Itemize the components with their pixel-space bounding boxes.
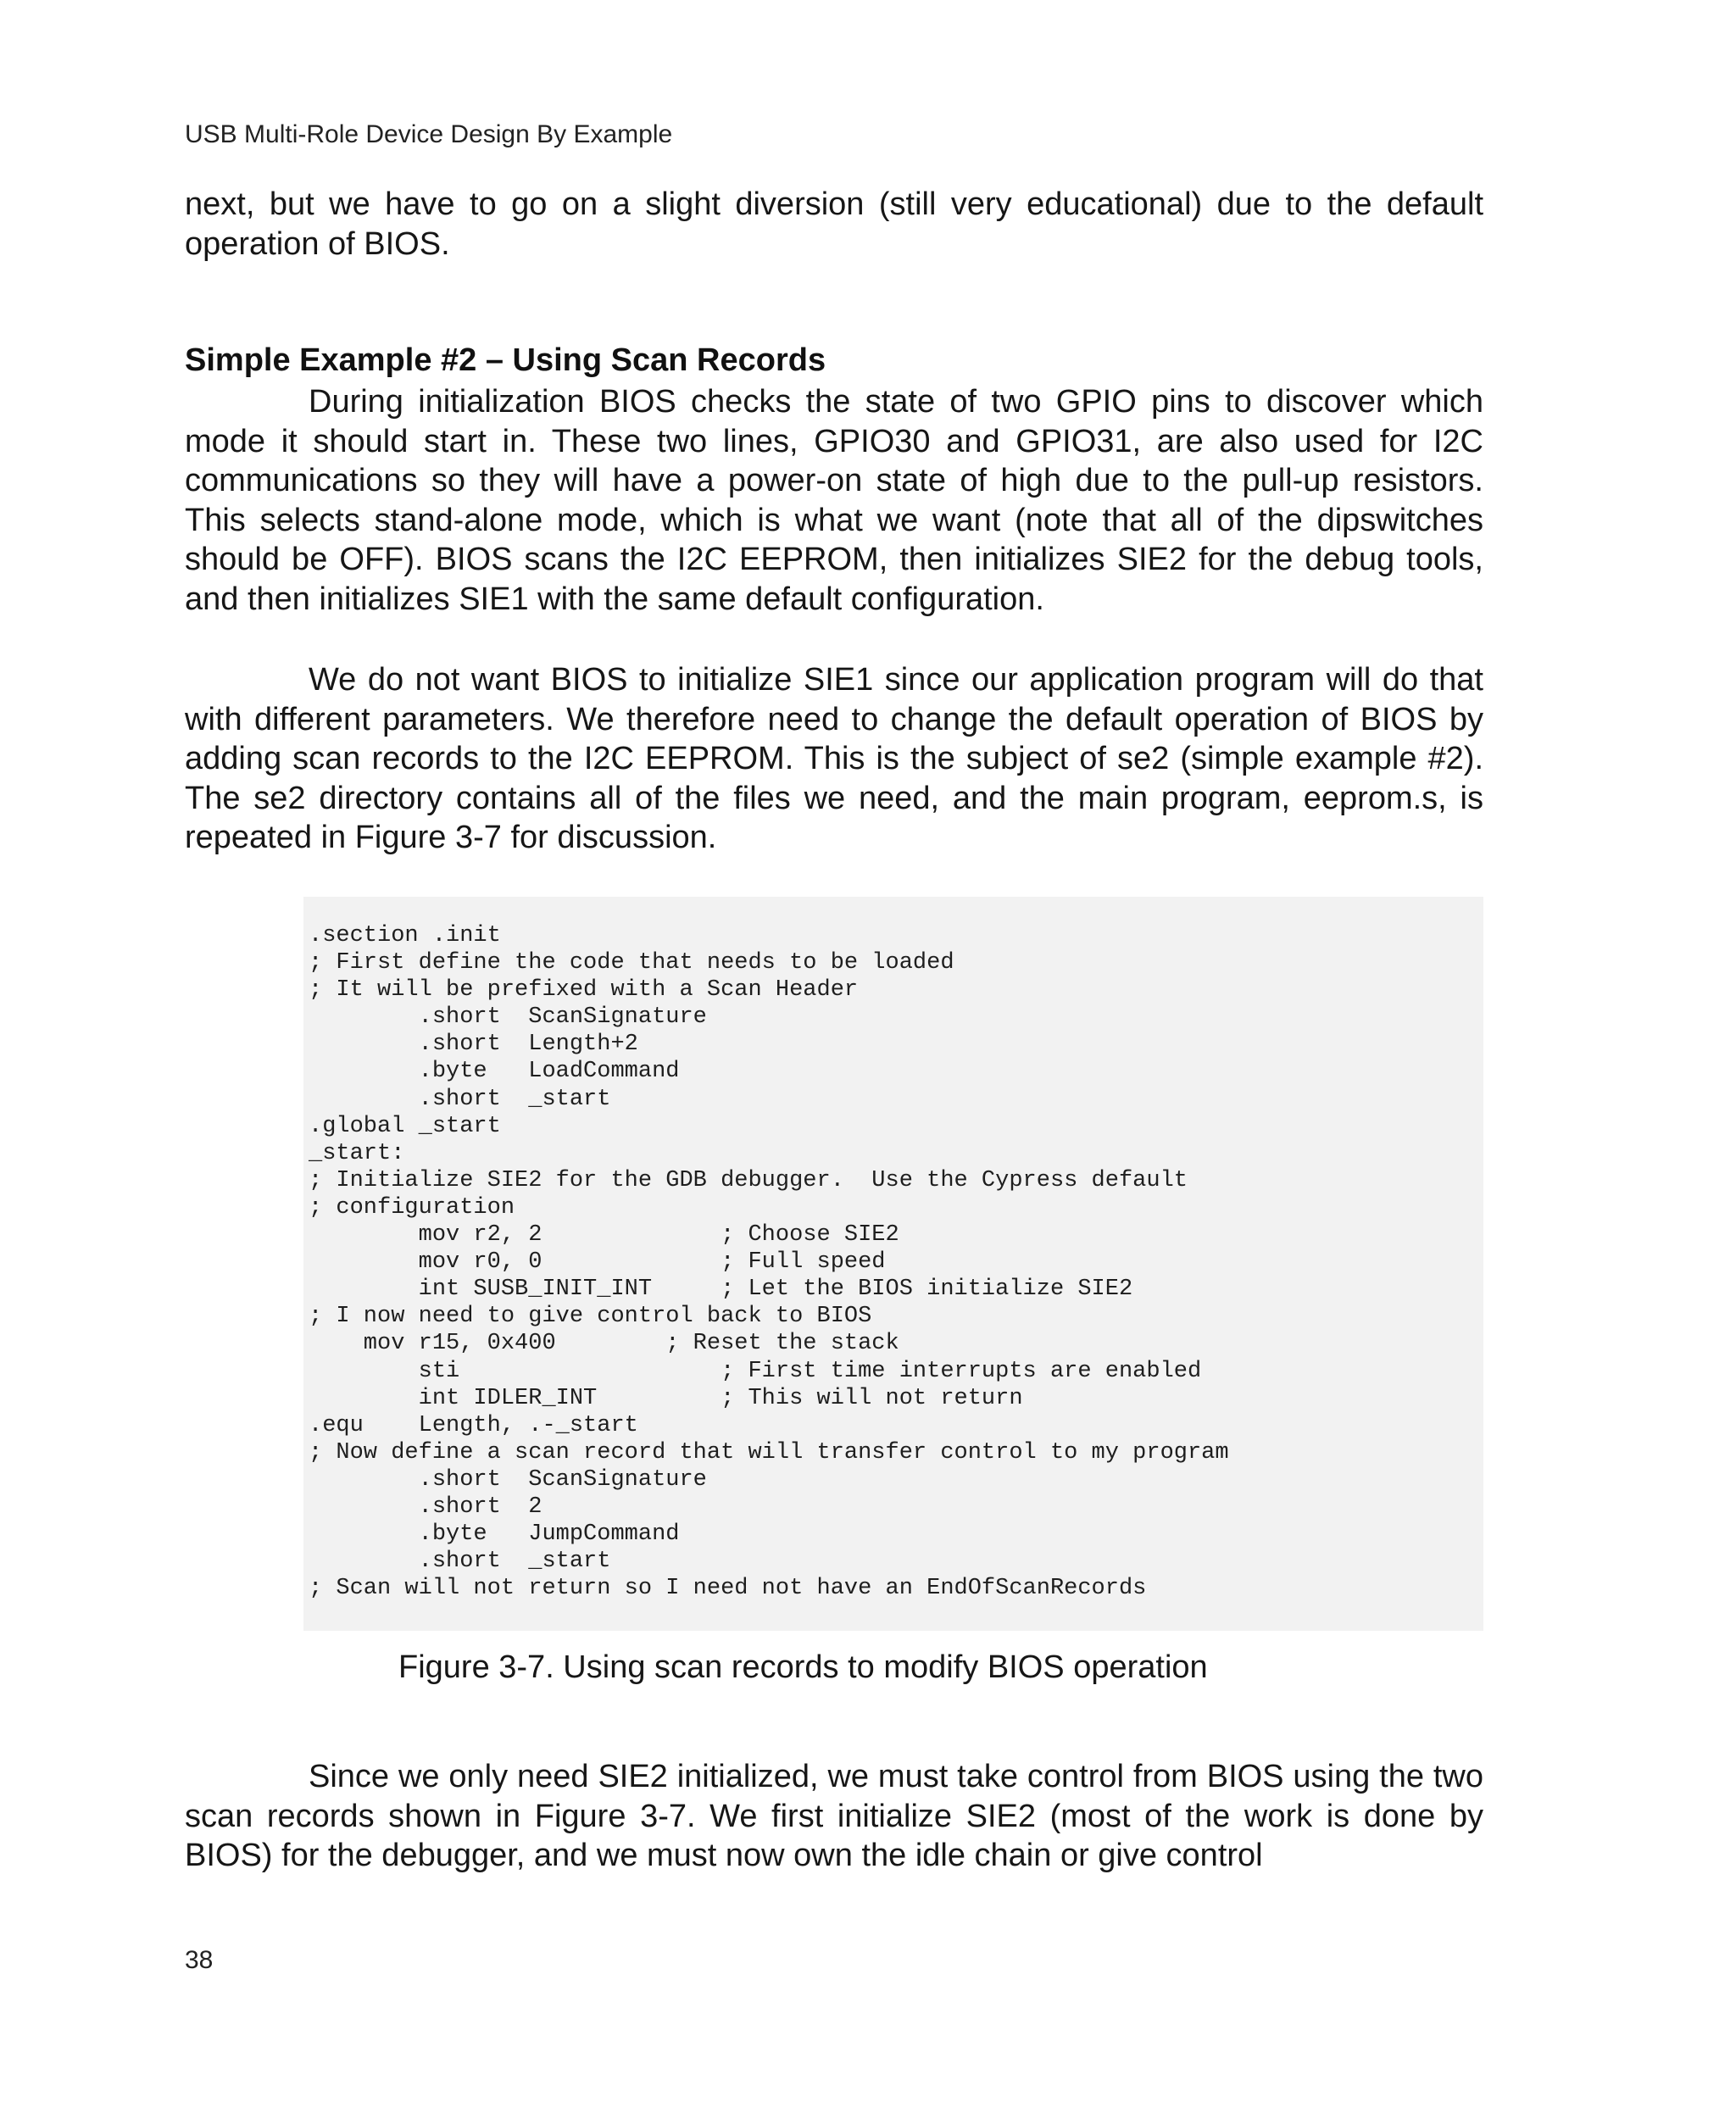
- running-header: USB Multi-Role Device Design By Example: [185, 120, 673, 148]
- closing-paragraph: [185, 1757, 1483, 1876]
- paragraph-1-text: During initialization BIOS checks the state of two GPIO pins to discover which mode it should start in. These two lines, GPIO30 and GPIO31, are also used for I2C communications so they will have a power-on state of high due to the pull-up resistors. This selects stand-alone mode, which is what we want (note that all of the dipswitches should be OFF). BIOS scans the I2C EEPROM, then initializes SIE2 for the debug tools, and then initializes SIE1 with the same default configuration.: [185, 384, 1483, 617]
- section-paragraph-2: [185, 660, 1483, 858]
- intro-paragraph: [185, 185, 1483, 264]
- intro-text: next, but we have to go on a slight diversion (still very educational) due to the default operation of BIOS.: [185, 186, 1483, 262]
- section-paragraph-1: [185, 382, 1483, 619]
- code-listing: .section .init ; First define the code that needs to be loaded ; It will be prefixed with a Scan Header .short ScanSignature .short Length+2 .byte LoadCommand .short _start .global _start _start: ; Initialize SIE2 for the GDB debugger. Use the Cypress default ; configuration mov r2, 2 ; Choose SIE2 mov r0, 0 ; Full speed int SUSB_INIT_INT ; Let the BIOS initialize SIE2 ; I now need to give control back to BIOS mov r15, 0x400 ; Reset the stack sti ; First time interrupts are enabled int IDLER_INT ; This will not return .equ Length, .-_start ; Now define a scan record that will transfer control to my program .short ScanSignature .short 2 .byte JumpCommand .short _start ; Scan will not return so I need not have an EndOfScanRecords: [309, 923, 1229, 1602]
- figure-caption: Figure 3-7. Using scan records to modify BIOS operation: [398, 1649, 1208, 1685]
- section-heading: Simple Example #2 – Using Scan Records: [185, 342, 826, 378]
- closing-text: Since we only need SIE2 initialized, we must take control from BIOS using the two scan records shown in Figure 3-7. We first initialize SIE2 (most of the work is done by BIOS) for the debugger, and we must now own the idle chain or give control: [185, 1759, 1483, 1873]
- page-number: 38: [185, 1946, 214, 1974]
- paragraph-2-text: We do not want BIOS to initialize SIE1 since our application program will do that with different parameters. We therefore need to change the default operation of BIOS by adding scan records to the I2C EEPROM. This is the subject of se2 (simple example #2). The se2 directory contains all of the files we need, and the main program, eeprom.s, is repeated in Figure 3-7 for discussion.: [185, 662, 1483, 855]
